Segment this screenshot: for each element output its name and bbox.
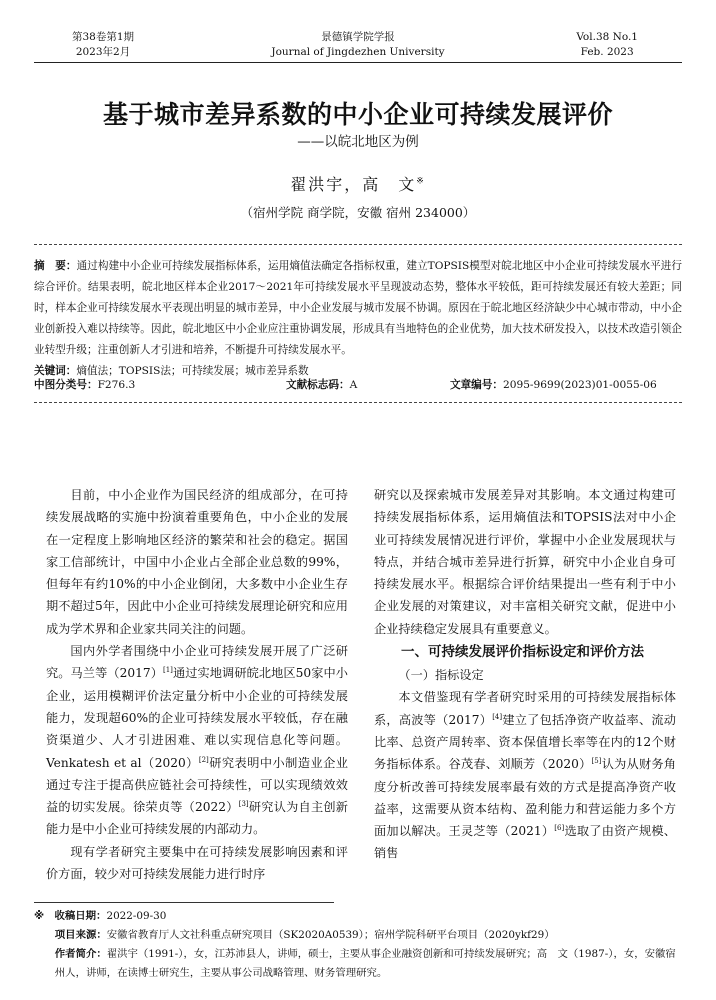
volume-issue: 第38卷第1期 xyxy=(72,31,135,43)
footnotes xyxy=(34,907,682,983)
clc-number xyxy=(34,377,135,392)
funding-value: 安徽省教育厅人文社科重点研究项目（SK2020A0539）；宿州学院科研平台项目（2020ykf29） xyxy=(106,929,555,941)
funding xyxy=(34,926,682,945)
paragraph: 研究以及探索城市发展差异对其影响。本文通过构建可持续发展指标体系，运用熵值法和TOPSIS法对中小企业可持续发展情况进行评价，掌握中小企业发展现状与特点，并结合城市差异进行折算，研究中小企业自身可持续发展水平。根据综合评价结果提出一些有利于中小企业发展的对策建议，对丰富相关研究文献，促进中小企业持续稳定发展具有重要意义。 xyxy=(374,488,676,636)
document-code xyxy=(286,377,357,392)
author-affiliation: （宿州学院 商学院，安徽 宿州 234000） xyxy=(240,205,476,220)
abstract-text: 通过构建中小企业可持续发展指标体系，运用熵值法确定各指标权重，建立TOPSIS模型对皖北地区中小企业可持续发展水平进行综合评价。结果表明，皖北地区样本企业2017～2021年可持续发展水平呈现波动态势，整体水平较低，距可持续发展还有较大差距；同时，样本企业可持续发展水平表现出明显的城市差异，中小企业发展与城市发展不协调。原因在于皖北地区经济缺少中心城市带动，中小企业创新投入难以持续等。因此，皖北地区中小企业应注重协调发展，形成具有当地特色的企业优势，加大技术研发投入，以技术改造引领企业转型升级；注重创新人才引进和培养，不断提升可持续发展水平。 xyxy=(34,260,683,356)
abstract-bottom-rule xyxy=(34,402,682,403)
footnote-rule xyxy=(34,902,334,903)
running-header-right xyxy=(576,30,638,60)
article-value: 2095-9699(2023)01-0055-06 xyxy=(502,379,657,391)
paragraph: 目前，中小企业作为国民经济的组成部分，在可持续发展战略的实施中扮演着重要角色，中小企业的发展在一定程度上影响地区经济的繁荣和社会的稳定。据国家工信部统计，中国中小企业占全部企业总数的99%，但每年有约10%的中小企业倒闭，大多数中小企业生存期不超过5年，因此中小企业可持续发展理论研究和应用成为学术界和企业家共同关注的问题。 xyxy=(46,488,348,636)
paragraph-text: 认为从财务角度分析改善可持续发展率最有效的方式是提高净资产收益率，这需要从资本结构、盈利能力和营运能力多个方面加以解决。王灵芝等（2021） xyxy=(374,757,676,839)
citation: [2] xyxy=(198,755,209,764)
article-subtitle: ——以皖北地区为例 xyxy=(297,134,419,150)
author-bio xyxy=(34,945,682,983)
abstract-top-rule xyxy=(34,244,682,245)
bio-value: 翟洪宇（1991-），女，江苏沛县人，讲师，硕士，主要从事企业融资创新和可持续发展研究；高 文（1987-），女，安徽宿州人，讲师，在读博士研究生，主要从事公司战略管理、财务管理研究。 xyxy=(54,948,676,979)
paragraph-text: 研究表明中小制造业企业通过专注于提高供应链社会可持续性，可以实现绩效效益的切实发展。徐荣贞等（2022） xyxy=(46,755,348,815)
issue-date: 2023年2月 xyxy=(75,46,131,58)
citation: [3] xyxy=(238,800,249,809)
funding-label: 项目来源： xyxy=(54,929,107,941)
clc-value: F276.3 xyxy=(97,379,136,391)
paragraph-text: 研究认为自主创新能力是中小企业可持续发展的内部动力。 xyxy=(46,800,348,837)
article-title: 基于城市差异系数的中小企业可持续发展评价 xyxy=(102,100,613,129)
article-number xyxy=(450,377,657,392)
bio-label: 作者简介： xyxy=(54,948,107,960)
paragraph-text: 选取了由资产规模、销售 xyxy=(374,824,676,861)
citation: [5] xyxy=(591,757,602,766)
section-heading: 一、可持续发展评价指标设定和评价方法 xyxy=(401,644,644,661)
journal-name-en: Journal of Jingdezhen University xyxy=(271,46,445,58)
journal-name-cn: 景德镇学院学报 xyxy=(321,31,395,43)
doc-value: A xyxy=(349,379,358,391)
abstract-label: 摘 要： xyxy=(34,260,77,272)
author-footnote-mark: ※ xyxy=(416,176,426,187)
received-date xyxy=(34,907,682,926)
abstract xyxy=(34,256,682,382)
header-rule xyxy=(34,62,682,63)
issue-date-en: Feb. 2023 xyxy=(580,46,634,58)
author-names: 翟洪宇，高 文 xyxy=(290,175,417,194)
received-value: 2022-09-30 xyxy=(106,910,167,922)
paragraph-text: 国内外学者围绕中小企业可持续发展开展了广泛研究。马兰等（2017） xyxy=(46,644,348,681)
citation: [4] xyxy=(492,712,503,721)
volume-issue-en: Vol.38 No.1 xyxy=(576,31,638,43)
subsection-heading: （一）指标设定 xyxy=(398,668,484,683)
article-label: 文章编号： xyxy=(450,379,503,391)
paragraph-text: 建立了包括净资产收益率、流动比率、总资产周转率、资本保值增长率等在内的12个财务指标体系。谷茂春、刘顺芳（2020） xyxy=(374,712,676,772)
body-column-right xyxy=(374,484,676,865)
paragraph xyxy=(374,686,676,864)
paragraph-text: 通过实地调研皖北地区50家中小企业，运用模糊评价法定量分析中小企业的可持续发展能力，发现超60%的企业可持续发展水平较低，存在融资渠道少、人才引进困难、难以实现信息化等问题。Venkatesh et al（2020） xyxy=(46,666,348,770)
doc-label: 文献标志码： xyxy=(286,379,350,391)
body-column-left xyxy=(46,484,348,885)
clc-label: 中图分类号： xyxy=(34,379,98,391)
keywords-label: 关键词： xyxy=(34,365,77,377)
citation: [1] xyxy=(162,666,173,675)
paragraph-text: 本文借鉴现有学者研究时采用的可持续发展指标体系，高波等（2017） xyxy=(374,690,676,727)
citation: [6] xyxy=(554,824,565,833)
received-label: ※ 收稿日期： xyxy=(34,910,107,922)
keywords-text: 熵值法；TOPSIS法；可持续发展；城市差异系数 xyxy=(76,365,309,377)
author-list xyxy=(0,172,716,195)
paragraph: 现有学者研究主要集中在可持续发展影响因素和评价方面，较少对可持续发展能力进行时序 xyxy=(46,844,348,882)
paragraph xyxy=(46,640,348,841)
